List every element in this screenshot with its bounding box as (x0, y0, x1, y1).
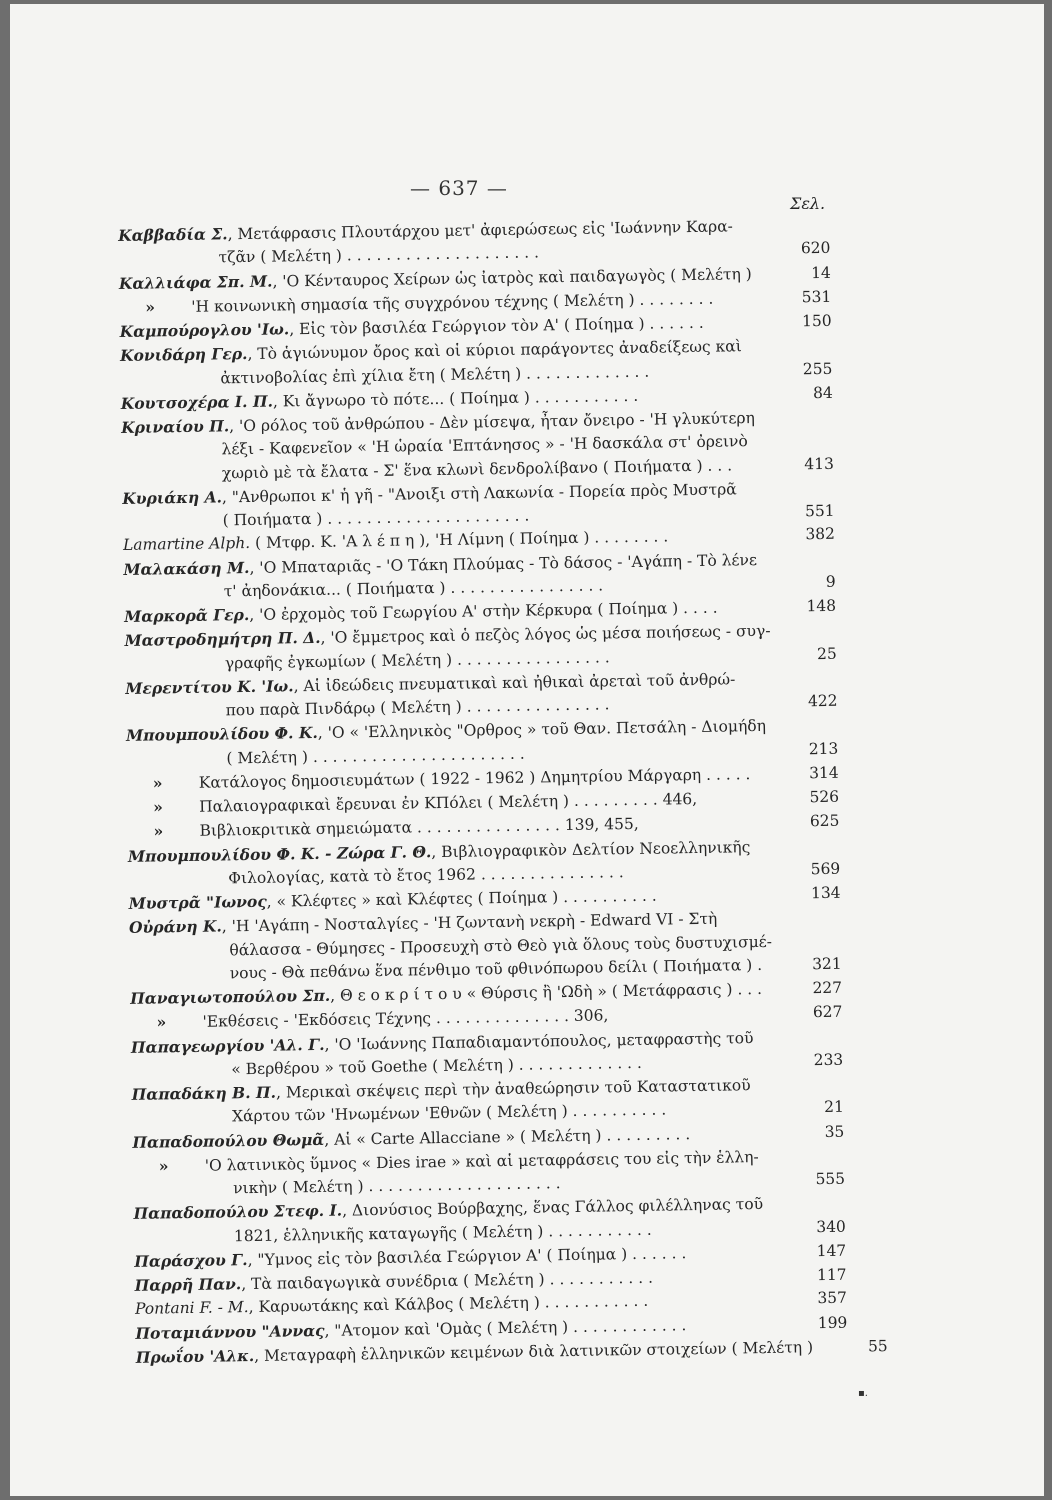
entry-text: ( Ποιήματα ) . . . . . . . . . . . . . . . . . . . . . (222, 506, 530, 530)
index-entry (121, 405, 834, 487)
entry-page-number: 620 (800, 239, 831, 258)
entry-author: Lamartine Alph. (122, 534, 251, 555)
entry-text: , Μερικαὶ σκέψεις περὶ τὴν ἀναθεώρησιν τοῦ Καταστατικοῦ (275, 1076, 751, 1102)
entry-text: 'Εκθέσεις - 'Εκδόσεις Τέχνης . . . . . . . . . . . . . . 306, (202, 1006, 609, 1032)
entry-text: , 'Ο ἔμμετρος καὶ ὁ πεζὸς λόγος ὡς μέσα ποιήσεως - συγ- (320, 622, 771, 648)
entry-author: Κυριάκη Α. (122, 487, 223, 508)
entry-text: , Μεταγραφὴ ἑλληνικῶν κειμένων διὰ λατινικῶν στοιχείων ( Μελέτη ) (254, 1337, 814, 1365)
entry-author: Καββαδία Σ. (118, 224, 228, 245)
entry-page-number: 117 (816, 1265, 847, 1285)
entry-text: , Τὰ παιδαγωγικὰ συνέδρια ( Μελέτη ) . . . . . . . . . . . (241, 1268, 654, 1294)
entry-text: , 'Ο Μπαταριᾶς - 'Ο Τάκη Πλούμας - Τὸ δάσος - 'Αγάπη - Τὸ λένε (249, 550, 758, 577)
entry-page-number: 413 (804, 454, 834, 473)
entry-page-number: 55 (867, 1336, 888, 1356)
entry-page-number: 526 (809, 787, 840, 807)
entry-page-number: 357 (817, 1288, 848, 1308)
entry-author: Μαστροδημήτρη Π. Δ. (124, 628, 321, 651)
entry-text: , "Υμνος εἰς τὸν βασιλέα Γεώργιον Α' ( Ποίημα ) . . . . . . (247, 1243, 687, 1269)
entry-author: Μπουμπουλίδου Φ. Κ. (125, 723, 318, 746)
entry-author: Ποταμιάννου "Αννας (135, 1320, 325, 1343)
entry-page-number: 84 (812, 383, 833, 402)
entry-text: νικὴν ( Μελέτη ) . . . . . . . . . . . . . . . . . . . . (233, 1174, 561, 1198)
entry-page-number: 35 (824, 1122, 845, 1141)
entry-author: Κριναίου Π. (121, 416, 230, 437)
entry-text: χωριὸ μὲ τὰ ἔλατα - Σ' ἕνα κλωνὶ δενδρολίβανο ( Ποιήματα ) . . . (221, 455, 733, 482)
entry-text: ( Μτφρ. Κ. 'Α λ έ π η ), 'Η Λίμνη ( Ποίημα ) . . . . . . . . (250, 527, 669, 553)
index-list (118, 213, 888, 1370)
entry-page-number: 147 (816, 1241, 847, 1260)
ditto-mark: » (152, 773, 163, 793)
entry-author: Μαλακάση Μ. (123, 557, 250, 579)
entry-text: 'Η κοινωνικὴ σημασία τῆς συγχρόνου τέχνης ( Μελέτη ) . . . . . . . . (191, 289, 714, 316)
entry-page-number: 9 (825, 572, 836, 591)
entry-author: Παναγιωτοπούλου Σπ. (130, 985, 331, 1008)
entry-text: Βιβλιοκριτικὰ σημειώματα . . . . . . . . . . . . . . . 139, 455, (199, 815, 639, 841)
entry-page-number: 551 (804, 501, 835, 521)
entry-page-number: 21 (824, 1097, 845, 1117)
entry-text: λέξι - Καφενεῖον « 'Η ὡραία 'Επτάνησος » - 'Η δασκάλα στ' ὀρεινὸ (221, 432, 748, 459)
entry-page-number: 14 (810, 263, 831, 282)
entry-text: 'Ο λατινικὸς ὕμνος « Dies irae » καὶ αἱ μεταφράσεις του εἰς τὴν ἑλλη- (204, 1147, 759, 1175)
entry-text: , 'Ο ρόλος τοῦ ἀνθρώπου - Δὲν μίσεψα, ἦταν ὄνειρο - 'Η γλυκύτερη (229, 409, 756, 436)
ditto-mark: » (153, 821, 164, 841)
ditto-mark: » (153, 797, 163, 817)
entry-author: Οὐράνη Κ. (128, 916, 222, 938)
entry-text: θάλασσα - Θύμησες - Προσευχὴ στὸ Θεὸ γιὰ ὅλους τοὺς δυστυχισμέ- (229, 932, 773, 959)
entry-text: γραφῆς ἐγκωμίων ( Μελέτη ) . . . . . . . . . . . . . . . . (224, 647, 610, 672)
entry-text: , Αἱ « Carte Allacciane » ( Μελέτη ) . . . . . . . . . (324, 1124, 691, 1149)
entry-text: , Εἰς τὸν βασιλέα Γεώργιον τὸν Α' ( Ποίημα ) . . . . . . (289, 313, 704, 339)
entry-text: , "Ατομον καὶ 'Ομὰς ( Μελέτη ) . . . . . . . . . . . . (324, 1315, 687, 1340)
entry-text: , Τὸ ἁγιώνυμον ὄρος καὶ οἱ κύριοι παράγοντες ἀναδείξεως καὶ (247, 337, 742, 364)
entry-text: τ' ἀηδονάκια... ( Ποιήματα ) . . . . . . . . . . . . . . . . (223, 576, 604, 601)
entry-page-number: 569 (810, 859, 841, 878)
entry-page-number: 150 (801, 311, 832, 331)
entry-page-number: 25 (816, 644, 837, 663)
entry-page-number: 199 (817, 1313, 848, 1332)
entry-text: ἀκτινοβολίας ἐπὶ χίλια ἔτη ( Μελέτη ) . . . . . . . . . . . . . (220, 362, 650, 387)
entry-author: Καλλιάφα Σπ. Μ. (118, 271, 273, 293)
entry-text: , 'Ο 'Ιωάννης Παπαδιαμαντόπουλος, μεταφραστὴς τοῦ (324, 1028, 754, 1054)
entry-page-number: 213 (808, 739, 839, 758)
entry-author: Pontani F. - M. (134, 1298, 249, 1319)
entry-author: Κουτσοχέρα Ι. Π. (120, 391, 274, 413)
ditto-mark: » (156, 1012, 167, 1032)
entry-author: Μαρκορᾶ Γερ. (124, 604, 250, 626)
entry-page-number: 382 (805, 525, 836, 544)
entry-text: , Βιβλιογραφικὸν Δελτίον Νεοελληνικῆς (431, 837, 751, 861)
entry-text: Παλαιογραφικαὶ ἔρευναι ἐν ΚΠόλει ( Μελέτη ) . . . . . . . . . 446, (199, 789, 698, 816)
entry-page-number: 314 (808, 763, 839, 782)
entry-author: Παπαδοπούλου Θωμᾶ (132, 1129, 325, 1152)
entry-text: Κατάλογος δημοσιευμάτων ( 1922 - 1962 ) Δημητρίου Μάργαρη . . . . . (198, 764, 751, 792)
entry-page-number: 627 (812, 1002, 843, 1022)
entry-author: Καμπούρογλου 'Ιω. (119, 319, 290, 341)
entry-text: , Καρυωτάκης καὶ Κάλβος ( Μελέτη ) . . . . . . . . . . . (248, 1292, 649, 1317)
entry-text: , Θ ε ο κ ρ ί τ ο υ « Θύρσις ἢ 'Ωδὴ » ( Μετάφρασις ) . . . (330, 979, 763, 1005)
entry-page-number: 227 (812, 978, 843, 998)
entry-text: , Διονύσιος Βούρβαχης, ἕνας Γάλλος φιλέλληνας τοῦ (341, 1195, 764, 1220)
entry-text: , « Κλέφτες » καὶ Κλέφτες ( Ποίημα ) . . . . . . . . . . (266, 886, 657, 911)
ditto-mark: » (145, 297, 156, 317)
entry-text: , 'Ο ἐρχομὸς τοῦ Γεωργίου Α' στὴν Κέρκυρα ( Ποίημα ) . . . . (249, 598, 718, 624)
index-entry (129, 905, 842, 987)
page-number: — 637 — (410, 176, 508, 200)
book-page (10, 4, 1044, 1496)
page-mark: ▪. (858, 1388, 868, 1399)
entry-text: « Βερθέρου » τοῦ Goethe ( Μελέτη ) . . . . . . . . . . . . . (231, 1053, 643, 1079)
entry-author: Παπαγεωργίου 'Αλ. Γ. (130, 1034, 325, 1057)
entry-text: Χάρτου τῶν 'Ηνωμένων 'Εθνῶν ( Μελέτη ) . . . . . . . . . . (231, 1100, 667, 1126)
entry-text: , Αἱ ἰδεώδεις πνευματικαὶ καὶ ἠθικαὶ ἀρεταὶ τοῦ ἀνθρώ- (293, 670, 736, 696)
entry-text: , Μετάφρασις Πλουτάρχου μετ' ἀφιερώσεως εἰς 'Ιωάννην Καρα- (227, 217, 733, 244)
entry-text: τζᾶν ( Μελέτη ) . . . . . . . . . . . . . . . . . . . . (218, 243, 540, 267)
entry-author: Πρωΐου 'Αλκ. (135, 1345, 255, 1367)
entry-text: , Κι ἄγνωρο τὸ πότε... ( Ποίημα ) . . . . . . . . . . . (272, 386, 639, 411)
entry-author: Παπαδοπούλου Στεφ. Ι. (133, 1200, 343, 1224)
entry-text: 1821, ἑλληνικῆς καταγωγῆς ( Μελέτη ) . . . . . . . . . . . (233, 1220, 652, 1245)
entry-page-number: 625 (809, 811, 840, 831)
ditto-mark: » (158, 1156, 169, 1176)
entry-text: , "Ανθρωποι κ' ἡ γῆ - "Ανοιξι στὴ Λακωνία - Πορεία πρὸς Μυστρᾶ (221, 480, 737, 507)
entry-text: , 'Ο « 'Ελληνικὸς "Ορθρος » τοῦ Θαν. Πετσάλη - Διομήδη (317, 717, 767, 743)
entry-page-number: 148 (806, 596, 837, 616)
entry-author: Παπαδάκη Β. Π. (131, 1082, 277, 1104)
entry-page-number: 531 (801, 287, 832, 307)
entry-text: , 'Η 'Αγάπη - Νοσταλγίες - 'Η ζωντανὴ νεκρὴ - Edward VI - Στὴ (221, 909, 718, 936)
entry-text: νους - Θὰ πεθάνω ἕνα πένθιμο τοῦ φθινόπωρου δείλι ( Ποιήματα ) . (229, 955, 763, 983)
entry-text: , 'Ο Κένταυρος Χείρων ὡς ἰατρὸς καὶ παιδαγωγὸς ( Μελέτη ) (272, 264, 752, 291)
entry-page-number: 340 (816, 1217, 846, 1236)
entry-author: Κονιδάρη Γερ. (119, 344, 248, 366)
page-column-header: Σελ. (790, 194, 826, 213)
entry-text: ( Μελέτη ) . . . . . . . . . . . . . . . . . . . . . . (226, 744, 525, 767)
entry-page-number: 233 (813, 1050, 844, 1069)
entry-author: Παράσχου Γ. (134, 1249, 248, 1271)
entry-page-number: 422 (807, 691, 838, 711)
entry-text: που παρὰ Πινδάρῳ ( Μελέτη ) . . . . . . . . . . . . . . . (225, 695, 610, 720)
entry-page-number: 321 (811, 954, 842, 973)
entry-page-number: 255 (802, 359, 833, 378)
entry-author: Μπουμπουλίδου Φ. Κ. - Ζώρα Γ. Θ. (127, 841, 432, 866)
entry-page-number: 555 (815, 1169, 846, 1189)
entry-author: Μυστρᾶ "Ιωνος (128, 891, 267, 913)
entry-author: Μερεντίτου Κ. 'Ιω. (125, 676, 294, 698)
entry-author: Παρρῆ Παν. (134, 1274, 242, 1295)
entry-text: Φιλολογίας, κατὰ τὸ ἔτος 1962 . . . . . . . . . . . . . . . (228, 862, 624, 888)
entry-page-number: 134 (810, 883, 841, 903)
